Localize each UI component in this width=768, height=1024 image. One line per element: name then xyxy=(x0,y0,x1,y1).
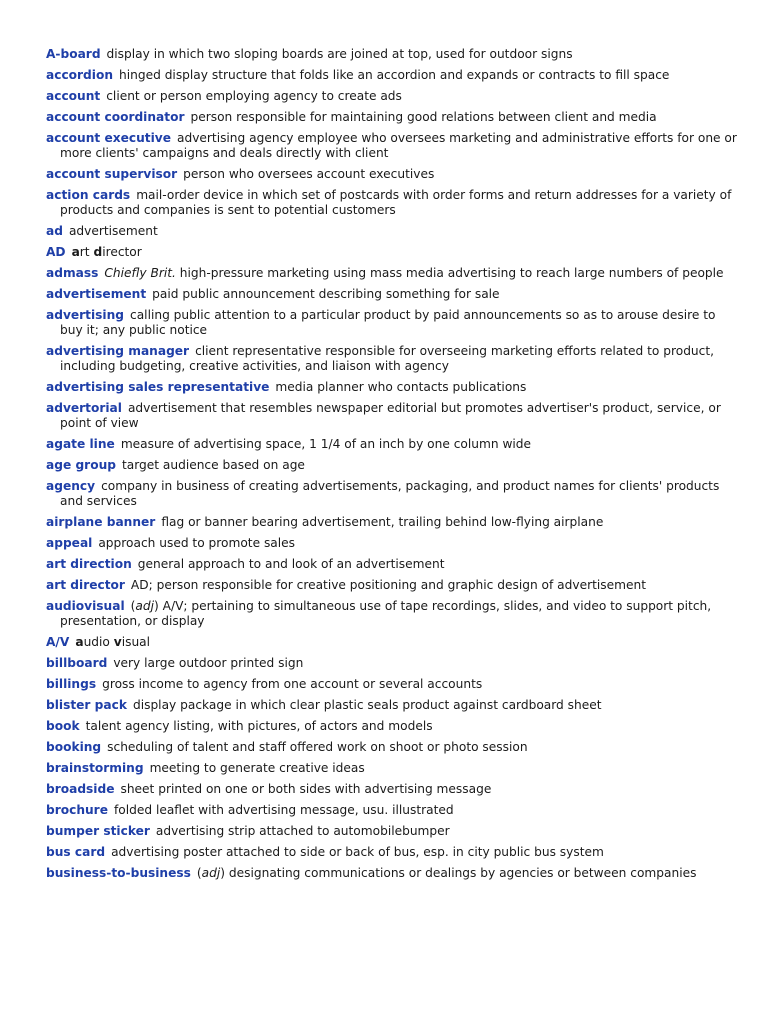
entry-definition: client representative responsible for overseeing marketing efforts related to product, including budgeting, creative activities, and liaison with agency xyxy=(60,344,715,373)
entry-definition: target audience based on age xyxy=(121,458,305,472)
entry-definition-part: a xyxy=(71,245,80,259)
glossary-entry xyxy=(46,401,738,431)
glossary-entry xyxy=(46,458,738,473)
entry-definition: display in which two sloping boards are joined at top, used for outdoor signs xyxy=(106,47,573,61)
glossary-entry xyxy=(46,167,738,182)
entry-definition: media planner who contacts publications xyxy=(275,380,527,394)
glossary-entry xyxy=(46,698,738,713)
glossary-entry xyxy=(46,803,738,818)
glossary-entry xyxy=(46,536,738,551)
glossary-entry xyxy=(46,287,738,302)
entry-part-of-speech: adj xyxy=(135,599,154,613)
entry-definition: flag or banner bearing advertisement, trailing behind low-flying airplane xyxy=(161,515,604,529)
entry-term: agate line xyxy=(46,437,115,451)
glossary-entry xyxy=(46,131,738,161)
entry-term: brainstorming xyxy=(46,761,144,775)
entry-definition: person responsible for maintaining good relations between client and media xyxy=(190,110,657,124)
entry-definition: company in business of creating advertisements, packaging, and product names for clients' products and services xyxy=(60,479,720,508)
glossary-entry xyxy=(46,437,738,452)
entry-definition-part: irector xyxy=(102,245,142,259)
entry-definition: measure of advertising space, 1 1/4 of an inch by one column wide xyxy=(120,437,532,451)
entry-term: ad xyxy=(46,224,63,238)
entry-definition: person who oversees account executives xyxy=(183,167,435,181)
entry-definition: advertisement that resembles newspaper editorial but promotes advertiser's product, service, or point of view xyxy=(60,401,721,430)
entry-definition: approach used to promote sales xyxy=(98,536,296,550)
entry-term: bumper sticker xyxy=(46,824,150,838)
entry-term: broadside xyxy=(46,782,115,796)
glossary-entry xyxy=(46,344,738,374)
glossary-entry xyxy=(46,515,738,530)
entry-definition: gross income to agency from one account or several accounts xyxy=(102,677,483,691)
glossary-entry xyxy=(46,677,738,692)
entry-definition-part: isual xyxy=(121,635,151,649)
entry-term: business-to-business xyxy=(46,866,191,880)
entry-definition: client or person employing agency to create ads xyxy=(106,89,402,103)
entry-term: account executive xyxy=(46,131,171,145)
entry-term: booking xyxy=(46,740,102,754)
glossary-entry xyxy=(46,224,738,239)
glossary-entry xyxy=(46,719,738,734)
entry-term: AD xyxy=(46,245,66,259)
glossary-entry xyxy=(46,782,738,797)
glossary-entry xyxy=(46,635,738,650)
glossary-entry xyxy=(46,557,738,572)
entry-definition: folded leaflet with advertising message, usu. illustrated xyxy=(113,803,454,817)
entry-definition: AD; person responsible for creative positioning and graphic design of advertisement xyxy=(130,578,646,592)
entry-definition: high-pressure marketing using mass media advertising to reach large numbers of people xyxy=(179,266,724,280)
entry-definition-part: a xyxy=(75,635,84,649)
entry-term: appeal xyxy=(46,536,93,550)
entry-term: art direction xyxy=(46,557,132,571)
entry-term: blister pack xyxy=(46,698,127,712)
entry-definition: advertising poster attached to side or back of bus, esp. in city public bus system xyxy=(111,845,604,859)
entry-term: airplane banner xyxy=(46,515,156,529)
entry-definition: display package in which clear plastic seals product against cardboard sheet xyxy=(132,698,602,712)
glossary-entry xyxy=(46,761,738,776)
entry-term: admass xyxy=(46,266,99,280)
entry-term: brochure xyxy=(46,803,108,817)
glossary-entry xyxy=(46,266,738,281)
entry-term: age group xyxy=(46,458,116,472)
glossary-entry xyxy=(46,188,738,218)
entry-part-of-speech: adj xyxy=(201,866,221,880)
entry-definition: sheet printed on one or both sides with advertising message xyxy=(120,782,492,796)
glossary-entry xyxy=(46,845,738,860)
glossary-entry xyxy=(46,578,738,593)
entry-term: agency xyxy=(46,479,96,493)
glossary-entry xyxy=(46,308,738,338)
glossary-entry xyxy=(46,47,738,62)
entry-definition: paid public announcement describing something for sale xyxy=(152,287,500,301)
entry-term: advertising sales representative xyxy=(46,380,270,394)
entry-term: account coordinator xyxy=(46,110,185,124)
glossary-entry xyxy=(46,740,738,755)
glossary-entry xyxy=(46,479,738,509)
entry-definition: talent agency listing, with pictures, of actors and models xyxy=(85,719,433,733)
entry-term: accordion xyxy=(46,68,114,82)
glossary-entry xyxy=(46,380,738,395)
glossary-entry xyxy=(46,824,738,839)
glossary-entry xyxy=(46,68,738,83)
entry-term: audiovisual xyxy=(46,599,125,613)
entry-definition: hinged display structure that folds like an accordion and expands or contracts to fill space xyxy=(119,68,670,82)
entry-term: advertising xyxy=(46,308,125,322)
glossary-list xyxy=(46,47,738,881)
entry-term: A-board xyxy=(46,47,101,61)
glossary-entry xyxy=(46,89,738,104)
entry-definition-part: v xyxy=(113,635,122,649)
glossary-entry xyxy=(46,110,738,125)
entry-term: advertorial xyxy=(46,401,122,415)
glossary-entry: business-to-business (adj) designating communications or dealings by agencies or between companies xyxy=(46,866,697,880)
entry-term: account supervisor xyxy=(46,167,178,181)
entry-term: advertising manager xyxy=(46,344,190,358)
entry-term: art director xyxy=(46,578,125,592)
entry-definition-part: rt xyxy=(79,245,94,259)
entry-definition: mail-order device in which set of postcards with order forms and return addresses for a variety of products and companies is sent to potential customers xyxy=(60,188,732,217)
entry-definition: general approach to and look of an advertisement xyxy=(137,557,445,571)
entry-definition-part: udio xyxy=(83,635,114,649)
entry-term: billings xyxy=(46,677,97,691)
entry-usage-label: Chiefly Brit. xyxy=(104,266,176,280)
entry-definition: calling public attention to a particular product by paid announcements so as to arouse desire to buy it; any public notice xyxy=(60,308,716,337)
entry-definition: very large outdoor printed sign xyxy=(113,656,304,670)
entry-term: billboard xyxy=(46,656,108,670)
entry-term: action cards xyxy=(46,188,131,202)
entry-term: advertisement xyxy=(46,287,147,301)
entry-definition: advertisement xyxy=(68,224,158,238)
entry-definition: advertising strip attached to automobilebumper xyxy=(155,824,450,838)
entry-definition: designating communications or dealings by agencies or between companies xyxy=(228,866,697,880)
entry-definition: advertising agency employee who oversees marketing and administrative efforts for one or more clients' campaigns and deals directly with client xyxy=(60,131,737,160)
entry-definition: A/V; pertaining to simultaneous use of tape recordings, slides, and video to support pitch, presentation, or display xyxy=(60,599,712,628)
glossary-entry xyxy=(46,245,738,260)
entry-term: A/V xyxy=(46,635,70,649)
entry-definition: meeting to generate creative ideas xyxy=(149,761,365,775)
entry-term: bus card xyxy=(46,845,106,859)
glossary-entry xyxy=(46,656,738,671)
entry-definition-part: d xyxy=(93,245,103,259)
glossary-entry: audiovisual (adj) A/V; pertaining to simultaneous use of tape recordings, slides, and video to support pitch, presentation, or display xyxy=(46,599,712,628)
entry-term: book xyxy=(46,719,80,733)
entry-term: account xyxy=(46,89,101,103)
entry-definition: scheduling of talent and staff offered work on shoot or photo session xyxy=(107,740,528,754)
